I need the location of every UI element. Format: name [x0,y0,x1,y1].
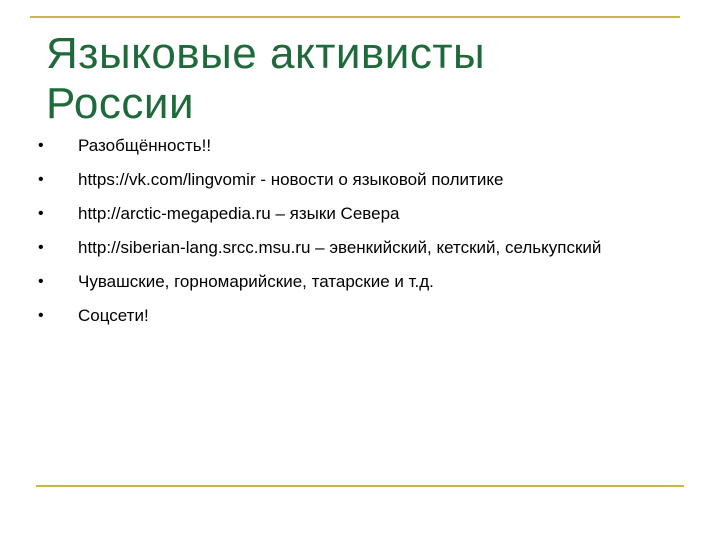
bullet-icon: • [38,171,44,188]
title-line-1: Языковые активисты [46,29,486,78]
bullet-icon: • [38,273,44,290]
bullet-item [34,270,664,293]
bullet-text: https://vk.com/lingvomir - новости о языковой политике [78,170,504,189]
bullet-item [34,304,664,327]
bullet-icon: • [38,205,44,222]
bullet-icon: • [38,137,44,154]
bullet-text: Разобщённость!! [78,136,212,155]
bullet-text: Чувашские, горномарийские, татарские и т.д. [78,272,434,291]
bullet-icon: • [38,239,44,256]
bullet-item [34,168,664,191]
bullet-icon: • [38,307,44,324]
bullet-text: http://siberian-lang.srcc.msu.ru – эвенкийский, кетский, селькупский [78,238,602,257]
bullet-text: http://arctic-megapedia.ru – языки Севера [78,204,400,223]
bullet-item [34,134,664,157]
top-divider-line [30,16,680,18]
title-line-2: России [46,79,195,128]
bottom-divider-line [36,485,684,487]
bullet-list [34,134,664,338]
bullet-item [34,236,664,259]
slide-title [46,29,686,129]
bullet-text: Соцсети! [78,306,149,325]
bullet-item [34,202,664,225]
